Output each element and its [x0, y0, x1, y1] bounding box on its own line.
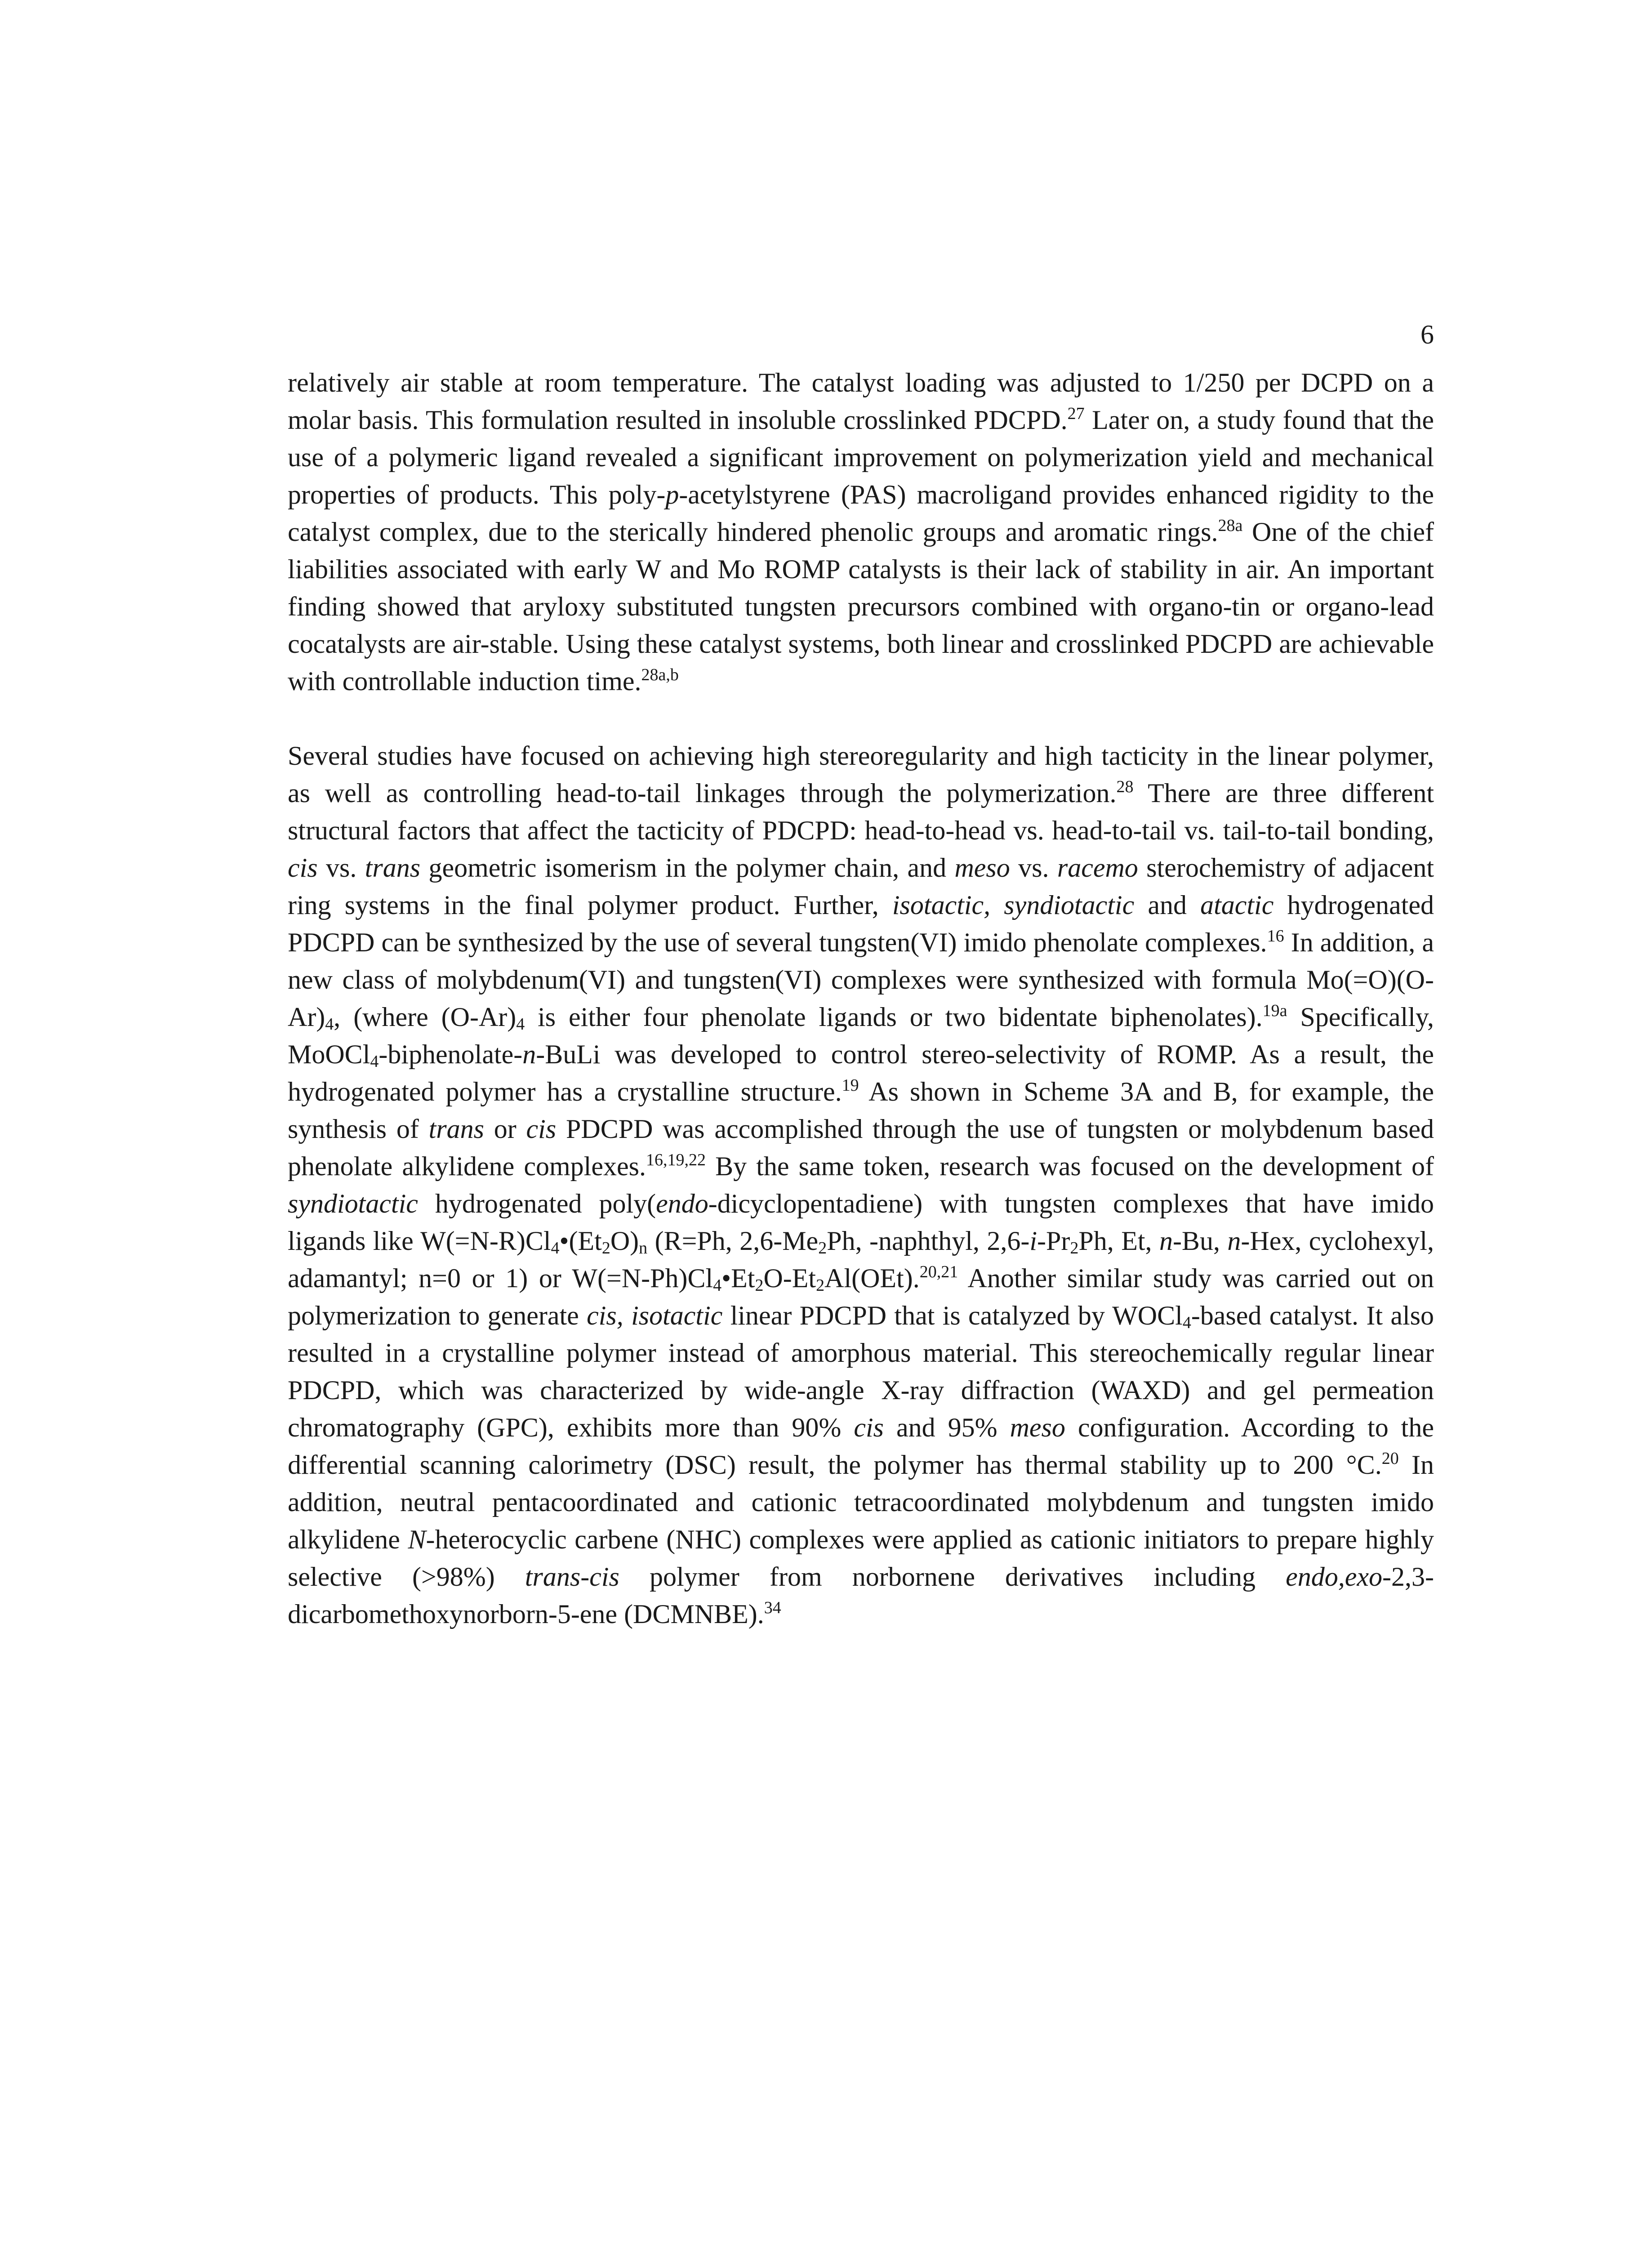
text-run: -Bu, [1172, 1226, 1228, 1256]
text-run: In addition, neutral pentacoordinated and cationic tetracoordinated molybdenum and tungsten imido alkylidene [288, 1450, 1434, 1554]
text-run: O) [610, 1226, 639, 1256]
italic-text: trans-cis [525, 1562, 619, 1592]
text-run: O-Et [763, 1263, 816, 1293]
text-run: One of the chief liabilities associated with early W and Mo ROMP catalysts is their lack of stability in air. An important finding showed that aryloxy substituted tungsten precursors combined with organo-tin or organo-lead cocatalysts are air-stable. Using these catalyst systems, both linear and crosslinked PDCPD are achievable with controllable induction time. [288, 517, 1434, 696]
reference-superscript: 28a [1218, 516, 1243, 535]
body-text [288, 364, 1434, 1633]
text-run: configuration. According to the differential scanning calorimetry (DSC) result, the polymer has thermal stability up to 200 °C. [288, 1413, 1434, 1480]
italic-text: cis, isotactic [587, 1301, 723, 1330]
text-run: vs. [1010, 853, 1057, 883]
italic-text: p [665, 480, 679, 509]
text-run: Ph, -naphthyl, 2,6- [827, 1226, 1030, 1256]
reference-superscript: 27 [1067, 404, 1085, 423]
subscript: 2 [601, 1239, 610, 1258]
reference-superscript: 20,21 [919, 1262, 958, 1281]
paragraph [288, 737, 1434, 1633]
italic-text: meso [954, 853, 1010, 883]
italic-text: racemo [1057, 853, 1138, 883]
text-run: There are three different structural factors that affect the tacticity of PDCPD: head-to-head vs. head-to-tail vs. tail-to-tail bonding, [288, 778, 1434, 845]
subscript: 2 [816, 1276, 825, 1295]
subscript: 4 [516, 1015, 525, 1034]
text-run: (R=Ph, 2,6-Me [647, 1226, 819, 1256]
italic-text: cis [854, 1413, 884, 1442]
text-run: -Pr [1037, 1226, 1070, 1256]
text-run: -dicyclopentadiene) with tungsten complexes that have imido ligands like W(=N-R)Cl [288, 1189, 1434, 1256]
text-run: and [1134, 890, 1201, 920]
subscript: 4 [551, 1239, 560, 1258]
reference-superscript: 28 [1116, 777, 1134, 796]
text-run: Several studies have focused on achieving high stereoregularity and high tacticity in the linear polymer, as well as controlling head-to-tail linkages through the polymerization. [288, 741, 1434, 808]
page-number: 6 [1420, 320, 1434, 349]
text-run: By the same token, research was focused on the development of [705, 1151, 1434, 1181]
text-run: Another similar study was carried out on polymerization to generate [288, 1263, 1434, 1330]
text-run: PDCPD was accomplished through the use of tungsten or molybdenum based phenolate alkylidene complexes. [288, 1114, 1434, 1181]
italic-text: N [408, 1525, 426, 1554]
text-run: In addition, a new class of molybdenum(VI) and tungsten(VI) complexes were synthesized with formula Mo(=O)(O-Ar) [288, 928, 1434, 1032]
subscript: 2 [755, 1276, 764, 1295]
text-run: Specifically, MoOCl [288, 1002, 1434, 1069]
text-run: geometric isomerism in the polymer chain, and [420, 853, 955, 883]
italic-text: cis [526, 1114, 557, 1144]
text-run: Al(OEt). [824, 1263, 920, 1293]
text-run: linear PDCPD that is catalyzed by WOCl [722, 1301, 1183, 1330]
subscript: 4 [1182, 1313, 1191, 1332]
subscript: 4 [325, 1015, 334, 1034]
reference-superscript: 20 [1381, 1449, 1399, 1468]
italic-text: syndiotactic [288, 1189, 418, 1218]
text-run: Ph, Et, [1078, 1226, 1159, 1256]
text-run: -heterocyclic carbene (NHC) complexes were applied as cationic initiators to prepare highly selective (>98%) [288, 1525, 1434, 1592]
text-run: , (where (O-Ar) [334, 1002, 517, 1032]
text-run: is either four phenolate ligands or two bidentate biphenolates). [525, 1002, 1263, 1032]
subscript: 4 [713, 1276, 722, 1295]
text-run: or [484, 1114, 526, 1144]
italic-text: i [1029, 1226, 1038, 1256]
subscript: n [639, 1239, 648, 1258]
subscript: 2 [1070, 1239, 1079, 1258]
text-run: -BuLi was developed to control stereo-selectivity of ROMP. As a result, the hydrogenated polymer has a crystalline structure. [288, 1039, 1434, 1106]
text-run: •(Et [559, 1226, 602, 1256]
italic-text: cis [288, 853, 318, 883]
reference-superscript: 19a [1262, 1001, 1287, 1020]
italic-text: trans [365, 853, 421, 883]
italic-text: endo,exo [1286, 1562, 1383, 1592]
reference-superscript: 34 [764, 1598, 781, 1617]
italic-text: n [1227, 1226, 1241, 1256]
text-run: hydrogenated poly( [418, 1189, 656, 1218]
subscript: 2 [818, 1239, 827, 1258]
italic-text: endo [656, 1189, 708, 1218]
italic-text: trans [428, 1114, 484, 1144]
subscript: 4 [370, 1052, 379, 1071]
text-run: •Et [721, 1263, 755, 1293]
text-run: vs. [317, 853, 365, 883]
italic-text: meso [1010, 1413, 1065, 1442]
text-run: polymer from norbornene derivatives including [619, 1562, 1286, 1592]
text-run: -2,3-dicarbomethoxynorborn-5-ene (DCMNBE). [288, 1562, 1434, 1629]
italic-text: n [1159, 1226, 1173, 1256]
italic-text: atactic [1200, 890, 1274, 920]
text-run: -Hex, cyclohexyl, adamantyl; n=0 or 1) or W(=N-Ph)Cl [288, 1226, 1434, 1293]
reference-superscript: 16 [1267, 927, 1284, 946]
text-run: hydrogenated PDCPD can be synthesized by the use of several tungsten(VI) imido phenolate complexes. [288, 890, 1434, 957]
text-run: relatively air stable at room temperature. The catalyst loading was adjusted to 1/250 per DCPD on a molar basis. This formulation resulted in insoluble crosslinked PDCPD. [288, 368, 1434, 435]
text-run: sterochemistry of adjacent ring systems in the final polymer product. Further, [288, 853, 1434, 920]
text-run: -acetylstyrene (PAS) macroligand provides enhanced rigidity to the catalyst complex, due to the sterically hindered phenolic groups and aromatic rings. [288, 480, 1434, 547]
italic-text: n [522, 1039, 536, 1069]
reference-superscript: 19 [842, 1076, 859, 1095]
text-run: and 95% [884, 1413, 1010, 1442]
text-run: As shown in Scheme 3A and B, for example, the synthesis of [288, 1077, 1434, 1144]
text-run: -biphenolate- [378, 1039, 523, 1069]
text-run: Later on, a study found that the use of a polymeric ligand revealed a significant improvement on polymerization yield and mechanical properties of products. This poly- [288, 405, 1434, 509]
text-run: -based catalyst. It also resulted in a crystalline polymer instead of amorphous material. This stereochemically regular linear PDCPD, which was characterized by wide-angle X-ray diffraction (WAXD) and gel permeation chromatography (GPC), exhibits more than 90% [288, 1301, 1434, 1442]
reference-superscript: 16,19,22 [646, 1151, 706, 1169]
reference-superscript: 28a,b [641, 665, 679, 684]
paragraph [288, 364, 1434, 700]
italic-text: isotactic, syndiotactic [892, 890, 1135, 920]
